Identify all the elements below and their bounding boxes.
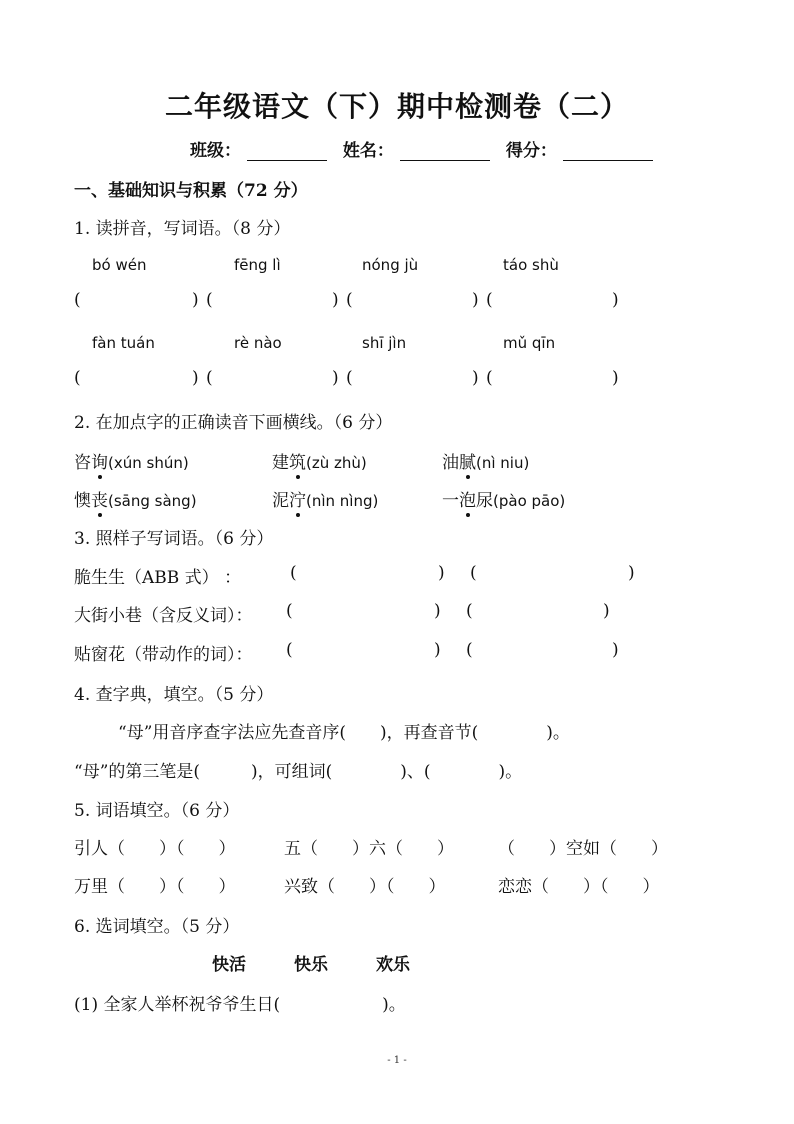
name-label: 姓名： (342, 141, 394, 161)
pinyin-item: mǔ qīn (503, 334, 556, 352)
name-blank[interactable] (400, 142, 490, 161)
class-label: 班级： (190, 141, 241, 161)
q6-choice: 欢乐 (376, 955, 410, 975)
pinyin-item: fēng lì (234, 256, 281, 274)
q6-choice: 快乐 (294, 955, 328, 975)
section-heading: 一、基础知识与积累（72 分） (74, 181, 308, 201)
q5-item[interactable]: 引人（ ）（ ） (74, 839, 236, 859)
q6-choice: 快活 (212, 955, 246, 975)
q5-item[interactable]: 恋恋（ ）（ ） (498, 877, 660, 897)
q2-item[interactable]: 懊丧(sāng sàng) (74, 491, 197, 511)
q2-item[interactable]: 建筑(zù zhù) (272, 453, 367, 473)
q2-item[interactable]: 泥泞(nìn nìng) (272, 491, 379, 511)
q2-item[interactable]: 一泡尿(pào pāo) (442, 491, 566, 511)
q5-item[interactable]: 万里（ ）（ ） (74, 877, 236, 897)
page-number: - 1 - (387, 1055, 407, 1066)
q5-item[interactable]: 五（ ）六（ ） (284, 839, 454, 859)
q4-line1[interactable]: “母”用音序查字法应先查音序( )，再查音节( )。 (118, 723, 570, 743)
q6-choice-list (212, 950, 458, 975)
pinyin-item: fàn tuán (92, 334, 155, 352)
q4-line2[interactable]: “母”的第三笔是( )，可组词( )、( )。 (74, 762, 523, 782)
score-label: 得分： (505, 141, 557, 161)
pinyin-item: bó wén (92, 256, 147, 274)
q2-heading: 2. 在加点字的正确读音下画横线。（6 分） (74, 413, 393, 433)
q5-item[interactable]: 兴致（ ）（ ） (284, 877, 446, 897)
pinyin-item: shī jìn (362, 334, 407, 352)
pinyin-item: táo shù (503, 256, 559, 274)
q2-item[interactable]: 油腻(nì niu) (442, 453, 530, 473)
pinyin-item: rè nào (234, 334, 282, 352)
q3-heading: 3. 照样子写词语。（6 分） (74, 529, 274, 549)
q4-heading: 4. 查字典，填空。（5 分） (74, 685, 274, 705)
q1-heading: 1. 读拼音，写词语。（8 分） (74, 219, 291, 239)
q6-item-1[interactable]: (1) 全家人举杯祝爷爷生日( )。 (74, 995, 406, 1015)
exam-page: 二年级语文（下）期中检测卷（二） 班级： 姓名： 得分： 一、基础知识与积累（72 分） 1. 读拼音，写词语。（8 分） bó wén fēng lì nóng jù táo shù ( ) ( ) ( ) ( ) fàn tuán rè nào shī jìn mǔ qīn ( ) ( ) ( ) ( ) 2. 在加点字的正确读音下画横线。（6 分） 咨询(xún shún) 建筑(zù zhù) 油腻(nì niu) 懊丧(sāng sàng) 泥泞(nìn nìng) 一泡尿(pào pāo) 3. 照样子写词语。（6 分） 脆生生（ABB 式） ： ( ) ( ) 大街小巷（含反义词）： ( ) ( ) 贴窗花（带动作的词）： ( ) ( ) 4. 查字典，填空。（5 分） “母”用音序查字法应先查音序( )，再查音节( )。 “母”的第三笔是( )，可组词( )、( )。 5. 词语填空。（6 分） 引人（ ）（ ） 五（ ）六（ ） （ ）空如（ ） 万里（ ）（ ） 兴致（ ）（ ） 恋恋（ ）（ ） 6. 选词填空。（5 分） 快活 快乐 欢乐 (1) 全家人举杯祝爷爷生日( )。 - 1 - (0, 0, 794, 1124)
q2-item[interactable]: 咨询(xún shún) (74, 453, 189, 473)
q5-item[interactable]: （ ）空如（ ） (498, 839, 668, 859)
student-info-line (190, 136, 663, 161)
q6-heading: 6. 选词填空。（5 分） (74, 917, 240, 937)
q5-heading: 5. 词语填空。（6 分） (74, 801, 240, 821)
pinyin-item: nóng jù (362, 256, 419, 274)
page-title: 二年级语文（下）期中检测卷（二） (164, 90, 629, 123)
score-blank[interactable] (563, 142, 653, 161)
class-blank[interactable] (247, 142, 327, 161)
